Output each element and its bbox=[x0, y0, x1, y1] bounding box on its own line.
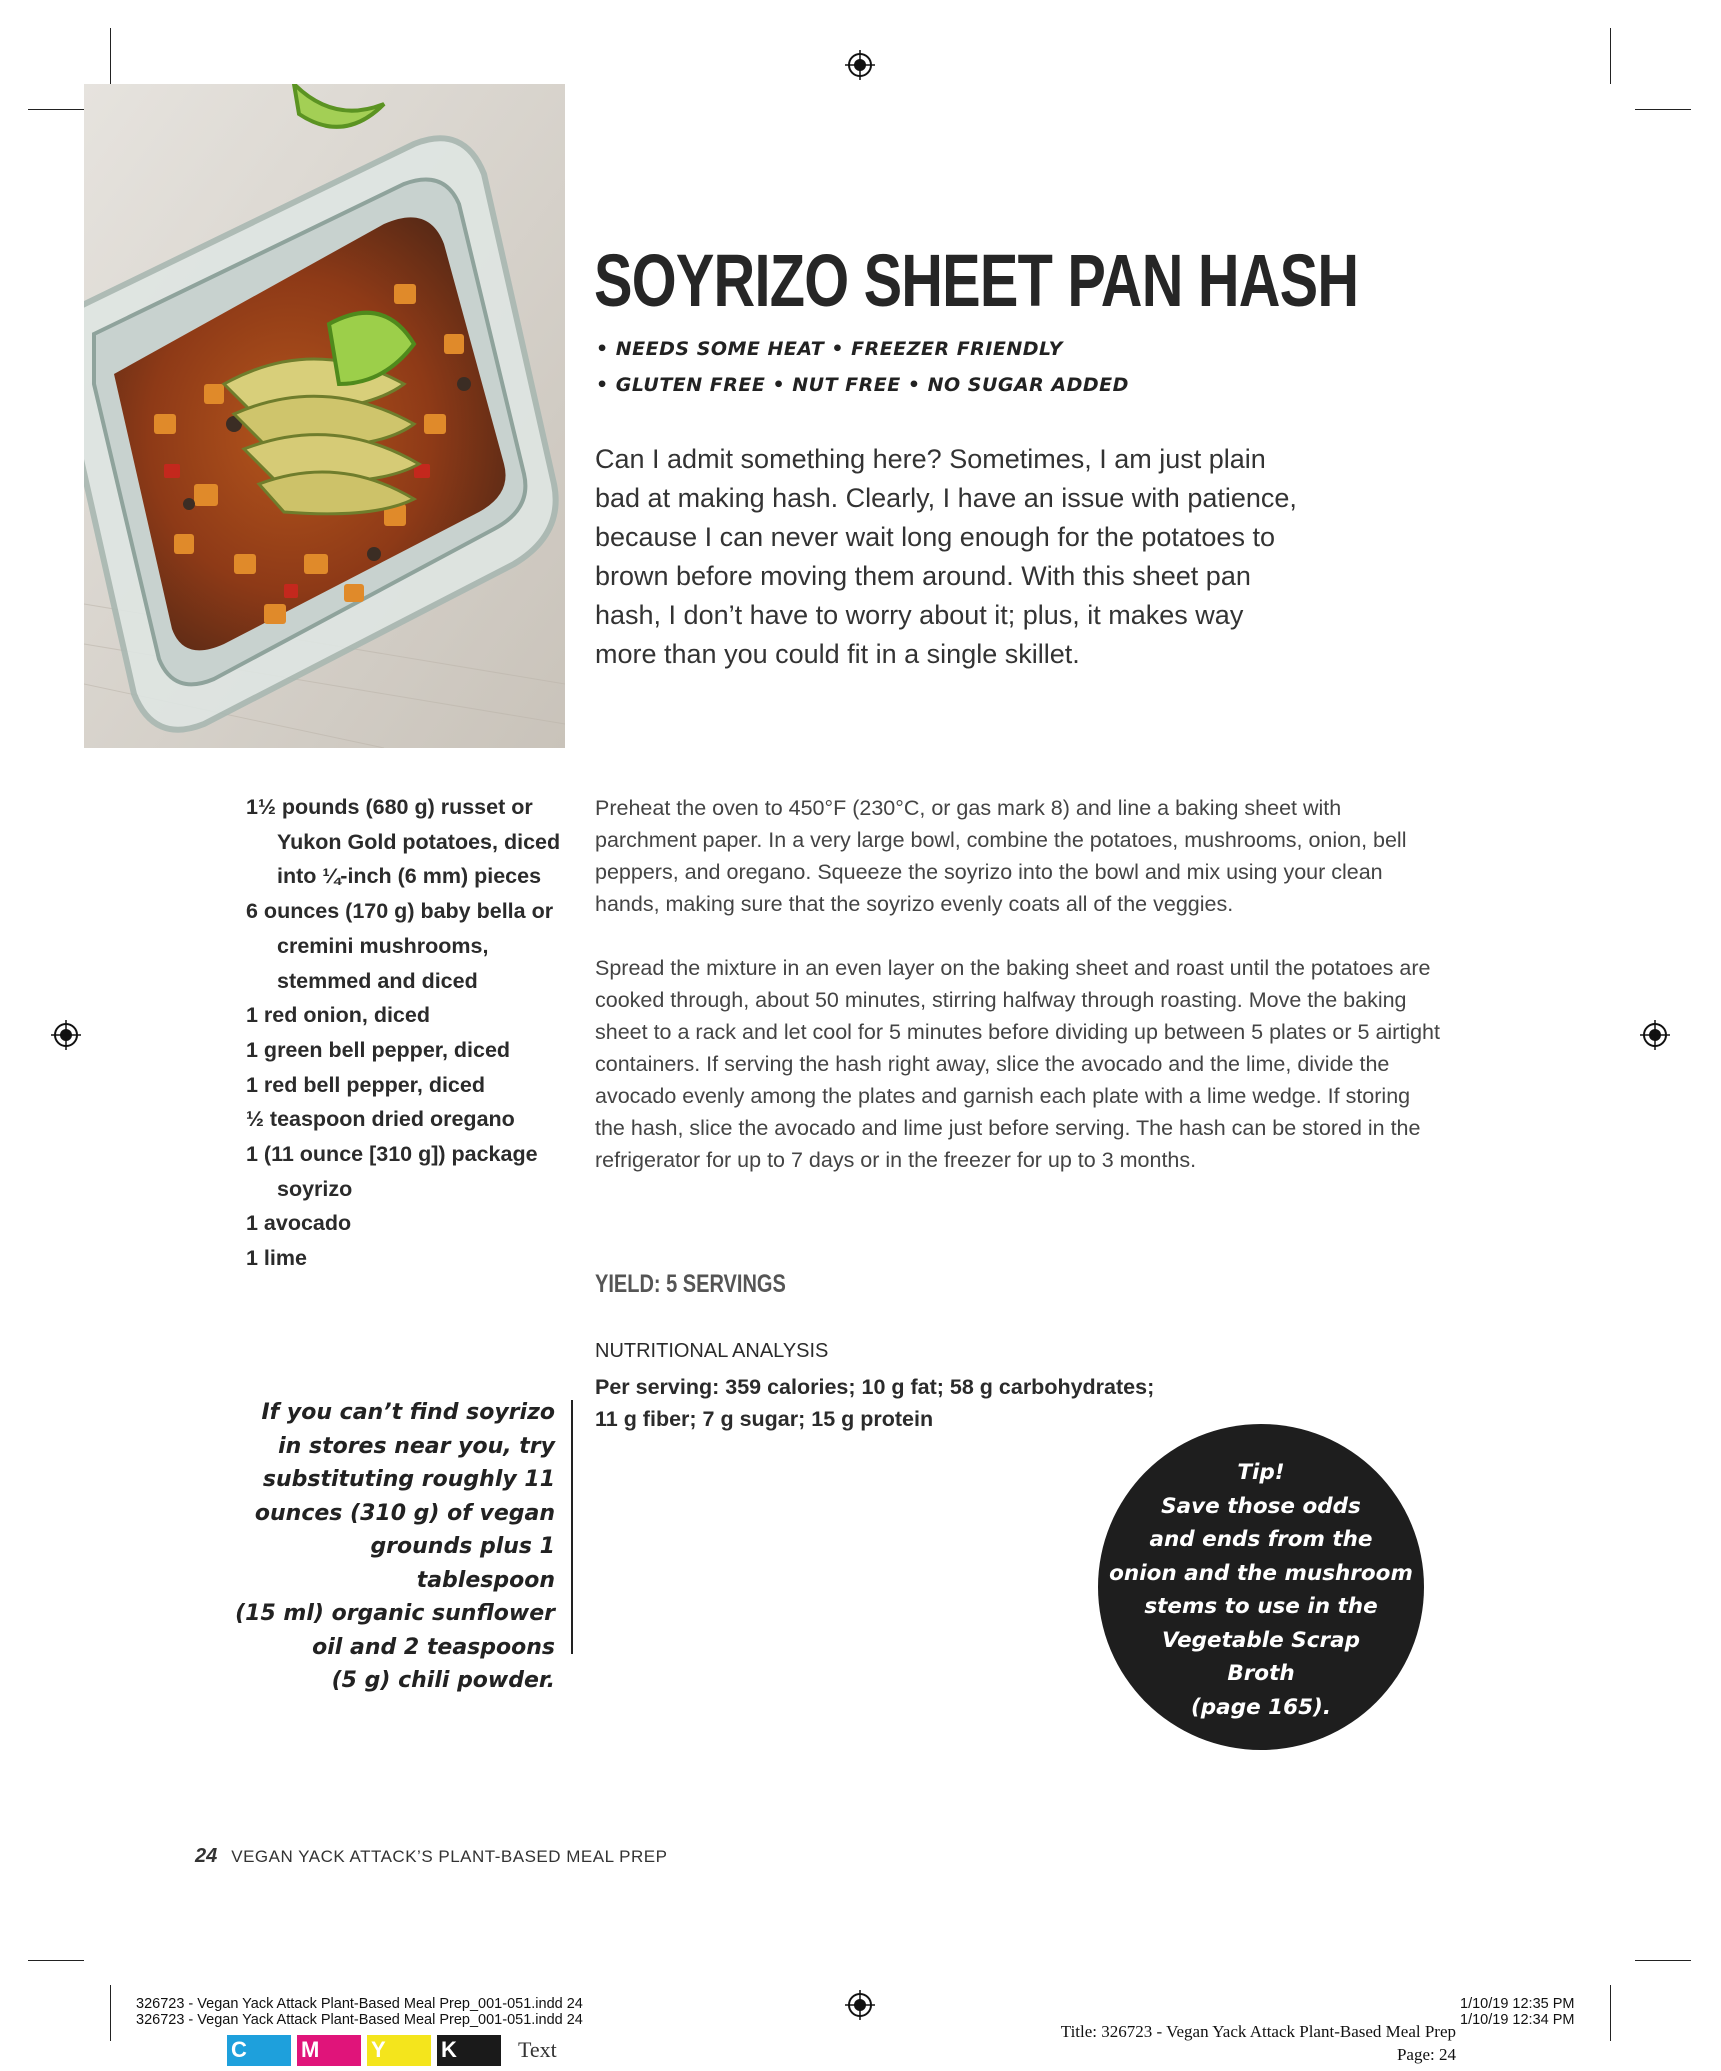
page-number: 24 bbox=[195, 1845, 218, 1867]
ingredient-item: 1 red onion, diced bbox=[246, 1003, 430, 1028]
note-line: oil and 2 teaspoons bbox=[312, 1634, 555, 1660]
recipe-title: SOYRIZO SHEET PAN HASH bbox=[594, 239, 1359, 322]
book-title: VEGAN YACK ATTACK’S PLANT-BASED MEAL PREP bbox=[231, 1847, 668, 1866]
crop-mark bbox=[110, 28, 111, 84]
crop-mark bbox=[1610, 1985, 1611, 2041]
tip-line: Tip! bbox=[1237, 1460, 1285, 1485]
note-line: grounds plus 1 tablespoon bbox=[370, 1534, 555, 1593]
tip-line: Save those odds bbox=[1161, 1493, 1361, 1519]
tip-line: stems to use in the bbox=[1144, 1594, 1378, 1619]
swatch-label: M bbox=[301, 2037, 320, 2062]
slug-date-line: 1/10/19 12:34 PM bbox=[1460, 2012, 1575, 2028]
crop-mark bbox=[1610, 28, 1611, 84]
intro-line: Can I admit something here? Sometimes, I am just plain bbox=[595, 444, 1266, 474]
slug-date-line: 1/10/19 12:35 PM bbox=[1460, 1996, 1575, 2012]
intro-line: hash, I don’t have to worry about it; plus, it makes way bbox=[595, 600, 1244, 630]
note-line: (5 g) chili powder. bbox=[331, 1668, 555, 1693]
nutrition-line: 11 g fiber; 7 g sugar; 15 g protein bbox=[595, 1407, 934, 1431]
slug-file-info bbox=[136, 1996, 583, 2028]
note-line: ounces (310 g) of vegan bbox=[254, 1500, 555, 1526]
swatch-label: C bbox=[231, 2037, 247, 2062]
ingredient-item: 6 ounces (170 g) baby bella or cremini mushrooms, stemmed and diced bbox=[246, 899, 554, 993]
tip-line: Vegetable Scrap bbox=[1162, 1627, 1360, 1653]
ingredient-list bbox=[246, 790, 576, 1276]
ingredient-item: 1 lime bbox=[246, 1246, 307, 1271]
note-line: substituting roughly 11 bbox=[262, 1467, 555, 1492]
note-line: (15 ml) organic sunflower bbox=[235, 1601, 555, 1626]
recipe-tags-line1: • NEEDS SOME HEAT • FREEZER FRIENDLY bbox=[596, 338, 1063, 360]
note-line: in stores near you, try bbox=[278, 1433, 555, 1459]
ingredient-item: 1 green bell pepper, diced bbox=[246, 1037, 511, 1062]
recipe-yield: YIELD: 5 SERVINGS bbox=[595, 1270, 786, 1298]
tip-text bbox=[1098, 1456, 1424, 1724]
ingredient-item: 1 avocado bbox=[246, 1211, 352, 1236]
slug-page-line: Page: 24 bbox=[1396, 2045, 1456, 2064]
crop-mark bbox=[28, 1960, 84, 1961]
note-divider bbox=[571, 1400, 573, 1654]
crop-mark bbox=[28, 109, 84, 110]
recipe-tags-line2: • GLUTEN FREE • NUT FREE • NO SUGAR ADDED bbox=[596, 374, 1129, 396]
recipe-intro bbox=[595, 440, 1355, 674]
crop-mark bbox=[110, 1985, 111, 2041]
tip-line: and ends from the bbox=[1149, 1527, 1373, 1552]
swatch-label: K bbox=[441, 2037, 457, 2062]
slug-title-line: Title: 326723 - Vegan Yack Attack Plant-Based Meal Prep bbox=[1060, 2022, 1456, 2041]
ingredient-item: ½ teaspoon dried oregano bbox=[246, 1107, 515, 1132]
tip-line: Broth bbox=[1227, 1661, 1295, 1686]
ingredient-item: 1 red bell pepper, diced bbox=[246, 1072, 485, 1097]
slug-file-line: 326723 - Vegan Yack Attack Plant-Based Meal Prep_001-051.indd 24 bbox=[136, 2012, 583, 2028]
note-line: If you can’t find soyrizo bbox=[261, 1400, 555, 1425]
direction-paragraph: Spread the mixture in an even layer on the baking sheet and roast until the potatoes are cooked through, about 50 minutes, stirring halfway through roasting. Move the baking sheet to a rack and let cool for 5 minutes before dividing up between 5 plates or 5 airtight containers. If serving the hash right away, slice the avocado and the lime, divide the avocado evenly among the plates and garnish each plate with a lime wedge. If storing the hash, slice the avocado and lime just before serving. The hash can be stored in the refrigerator for up to 7 days or in the freezer for up to 3 months. bbox=[595, 956, 1440, 1172]
crop-mark bbox=[1635, 1960, 1691, 1961]
intro-line: because I can never wait long enough for the potatoes to bbox=[595, 522, 1275, 552]
intro-line: more than you could fit in a single skillet. bbox=[595, 639, 1080, 669]
nutrition-values bbox=[595, 1371, 1295, 1435]
registration-mark-icon bbox=[1640, 1020, 1670, 1050]
tip-line: onion and the mushroom bbox=[1109, 1560, 1413, 1586]
recipe-photo bbox=[84, 84, 565, 748]
nutrition-heading: NUTRITIONAL ANALYSIS bbox=[595, 1340, 829, 1362]
ingredient-item: 1½ pounds (680 g) russet or Yukon Gold potatoes, diced into ¼-inch (6 mm) pieces bbox=[246, 795, 561, 889]
swatch-magenta bbox=[297, 2035, 361, 2066]
page-footer bbox=[195, 1845, 667, 1868]
direction-paragraph: Preheat the oven to 450°F (230°C, or gas mark 8) and line a baking sheet with parchment paper. In a very large bowl, combine the potatoes, mushrooms, onion, bell peppers, and oregano. Squeeze the soyrizo into the bowl and mix using your clean hands, making sure that the soyrizo evenly coats all of the veggies. bbox=[595, 796, 1407, 916]
swatch-black bbox=[437, 2035, 501, 2066]
swatch-label: Y bbox=[371, 2037, 386, 2062]
slug-title-info bbox=[1061, 2020, 1456, 2066]
swatch-yellow bbox=[367, 2035, 431, 2066]
registration-mark-icon bbox=[845, 1990, 875, 2020]
intro-line: brown before moving them around. With this sheet pan bbox=[595, 561, 1251, 591]
substitution-note bbox=[230, 1396, 555, 1698]
intro-line: bad at making hash. Clearly, I have an issue with patience, bbox=[595, 483, 1297, 513]
crop-mark bbox=[1635, 109, 1691, 110]
tip-line: (page 165). bbox=[1190, 1694, 1332, 1720]
nutrition-line: Per serving: 359 calories; 10 g fat; 58 g carbohydrates; bbox=[595, 1375, 1155, 1399]
registration-mark-icon bbox=[845, 50, 875, 80]
swatch-cyan bbox=[227, 2035, 291, 2066]
recipe-directions bbox=[595, 792, 1445, 1208]
registration-mark-icon bbox=[51, 1020, 81, 1050]
slug-file-line: 326723 - Vegan Yack Attack Plant-Based Meal Prep_001-051.indd 24 bbox=[136, 1996, 583, 2012]
slug-date-info bbox=[1460, 1996, 1574, 2028]
swatch-text-label: Text bbox=[518, 2037, 557, 2062]
ingredient-item: 1 (11 ounce [310 g]) package soyrizo bbox=[246, 1142, 538, 1201]
